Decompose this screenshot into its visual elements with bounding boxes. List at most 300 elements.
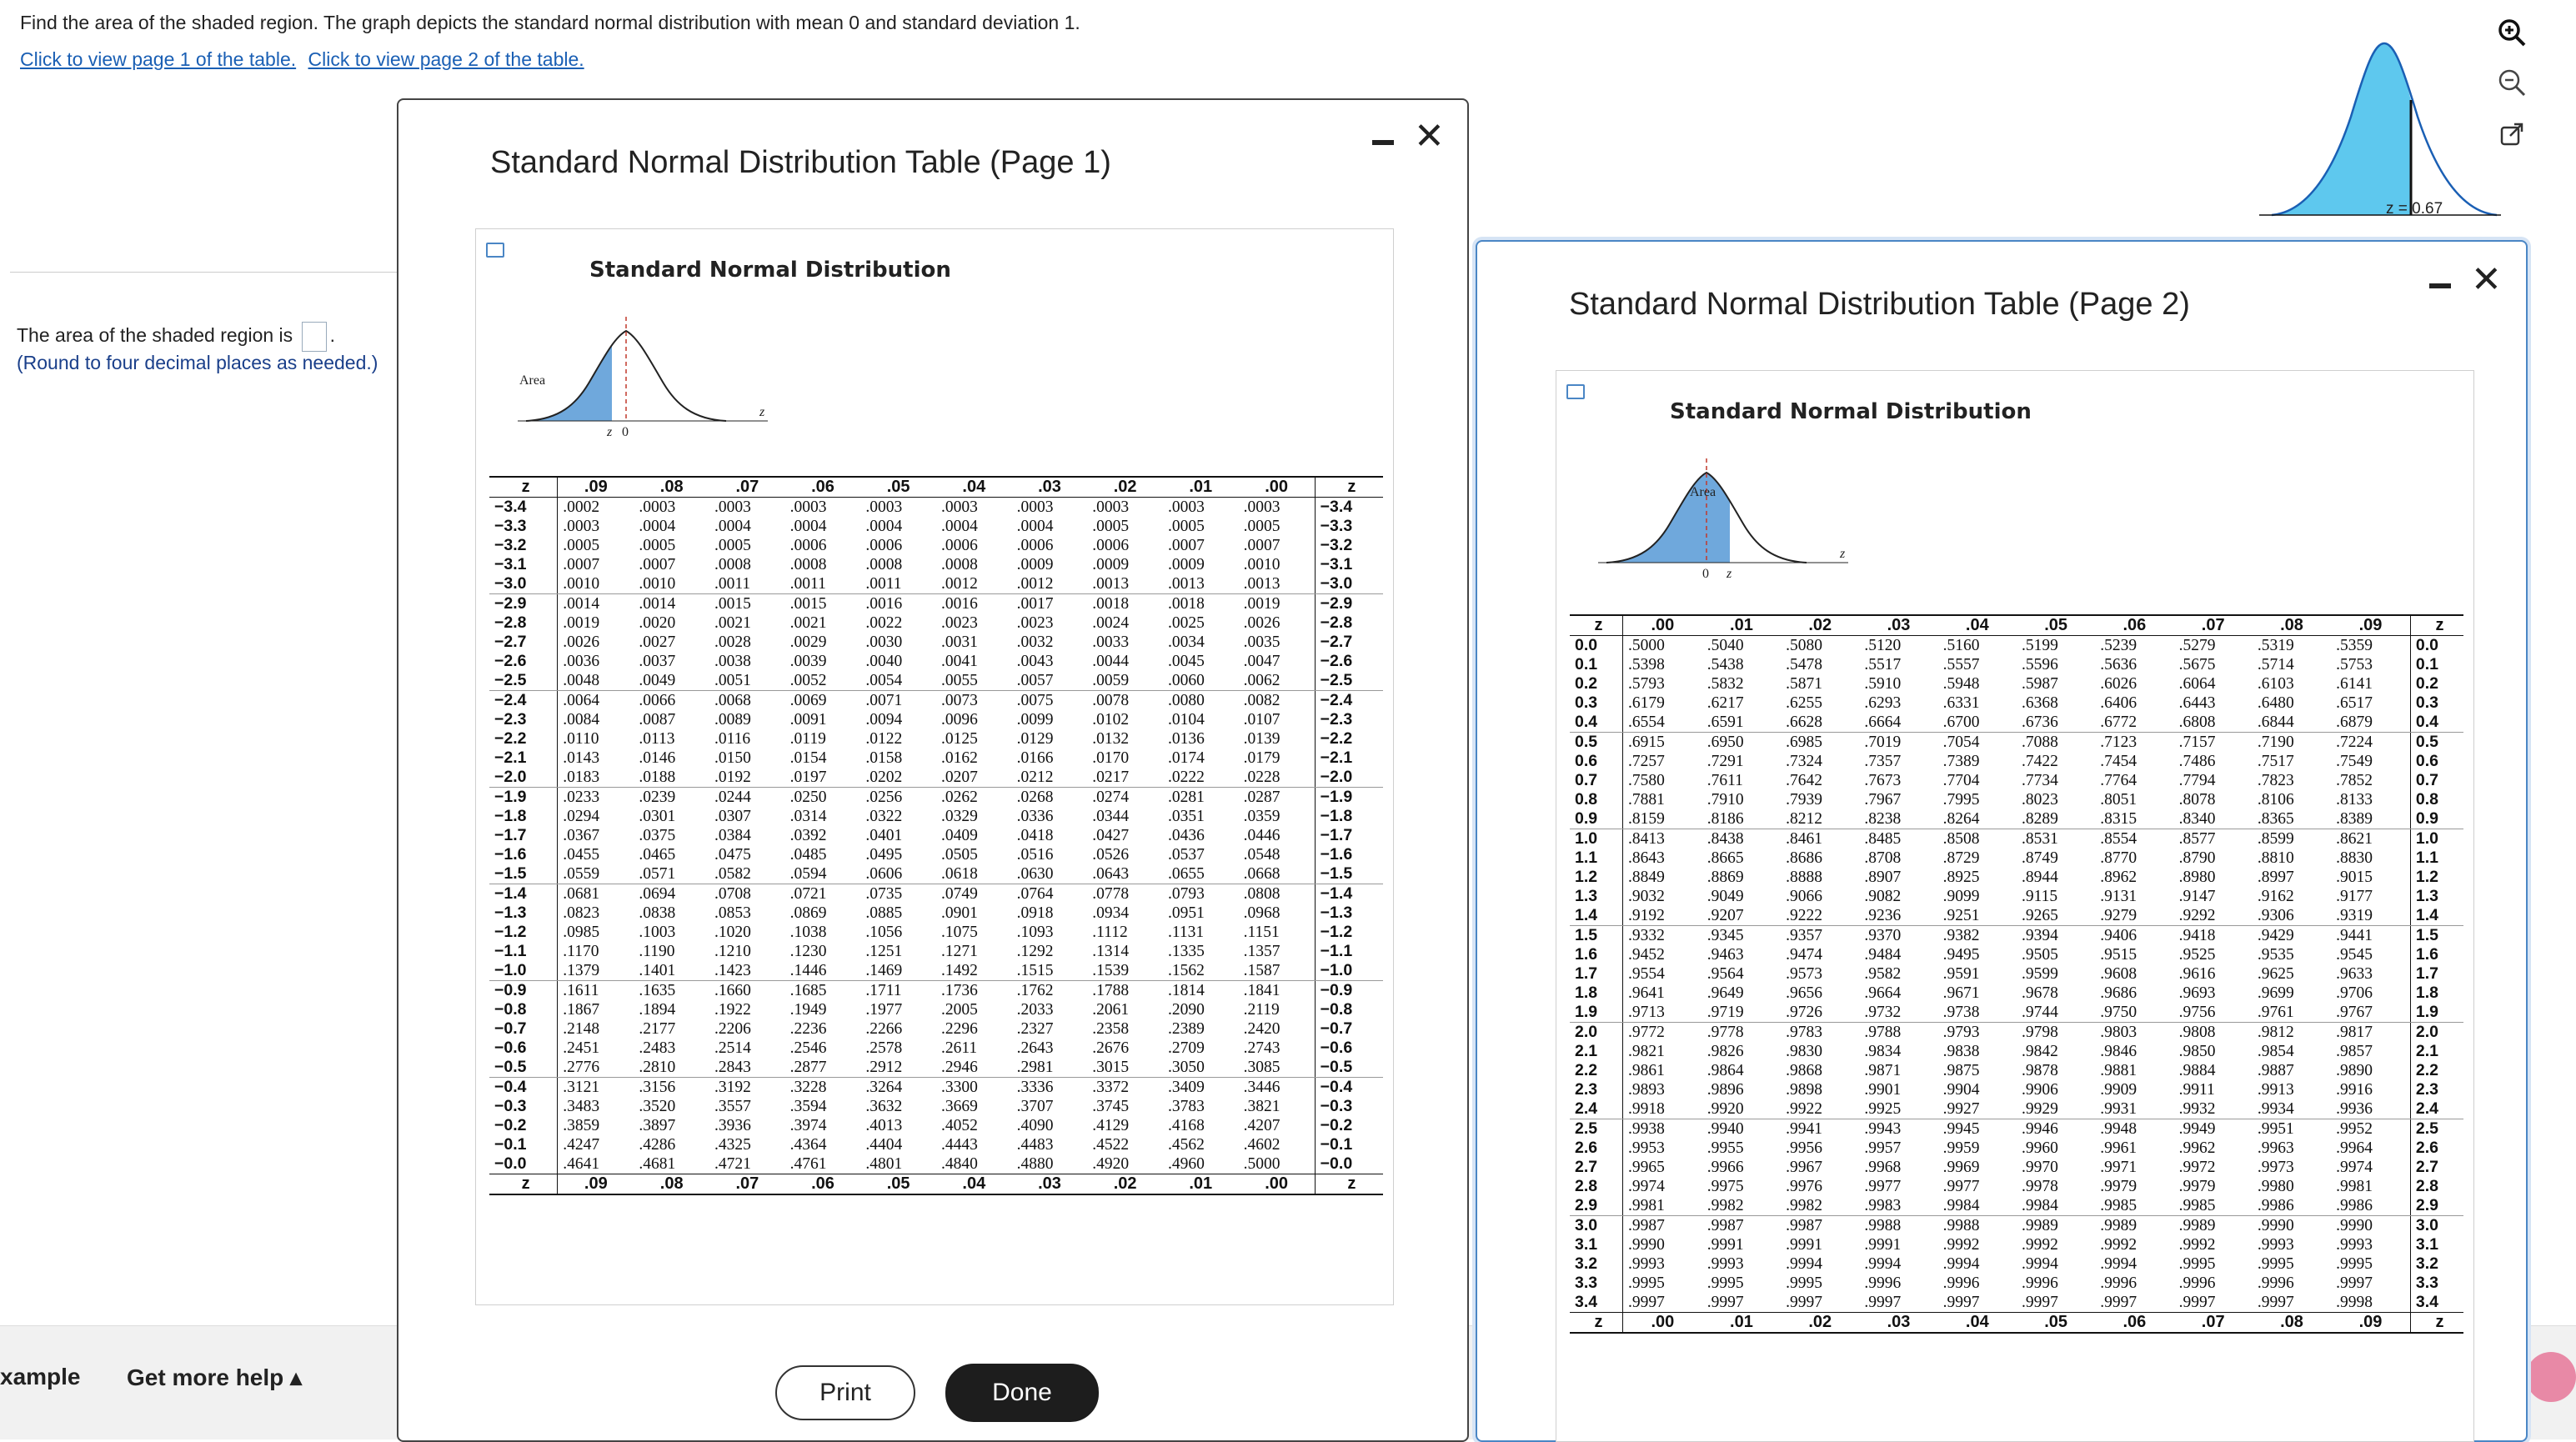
table-cell: .0012 [1012,574,1088,594]
table-cell: .3300 [940,1078,978,1096]
table-cell: .9032 [1628,887,1665,905]
table-row [1570,636,2463,656]
table-cell: .0107 [1243,710,1280,729]
table-cell: .9591 [1942,964,1980,983]
table-cell: .9686 [2100,984,2137,1002]
table-cell: .8023 [2021,790,2058,809]
table-cell: .9474 [1786,945,1822,964]
table-cell: .8869 [1706,868,1744,886]
table-cell: .7704 [1942,771,1980,789]
table-cell: .1335 [1167,942,1205,960]
row-z-label-right: 2.5 [2410,1119,2463,1139]
row-z-label-right: 0.8 [2410,790,2463,809]
table-cell: .0047 [1243,652,1280,670]
table-cell: .9913 [2257,1080,2294,1099]
minimize-button[interactable] [1372,140,1394,145]
column-header: .07 [2201,616,2225,634]
table-cell: .4443 [940,1135,978,1154]
table-cell: .9901 [1864,1080,1902,1099]
table-cell: .0060 [1163,671,1239,691]
get-more-help-button[interactable]: Get more help ▴ [127,1364,303,1390]
table-cell: .6255 [1786,693,1822,712]
row-z-label: 2.4 [1570,1099,1623,1119]
table-cell: .4247 [563,1135,600,1154]
table-cell: .5160 [1942,636,1980,654]
table-cell: .0038 [714,652,751,670]
table-cell: .0136 [1167,729,1205,748]
table-cell: .2090 [1167,1000,1205,1019]
column-footer: .01 [1189,1174,1213,1193]
row-z-label: −2.8 [489,613,558,633]
table-cell: .9941 [1786,1119,1822,1138]
table-cell: .0207 [936,768,1012,788]
table-cell: .7291 [1706,752,1744,770]
table-cell: .9997 [1942,1293,1980,1311]
table-cell: .0329 [940,807,978,825]
table-cell: .1492 [936,961,1012,981]
table-cell: .0022 [865,613,903,632]
table-row [1570,1177,2463,1196]
table-cell: .7734 [2021,771,2058,789]
row-z-label: 1.2 [1570,868,1623,887]
table-row [1570,771,2463,790]
row-z-label-right: 2.8 [2410,1177,2463,1196]
row-z-label-right: 2.9 [2410,1196,2463,1216]
table-cell: .8315 [2095,809,2173,829]
row-z-label: 1.5 [1570,926,1623,946]
table-cell: .0778 [1092,884,1130,903]
row-z-label: 1.1 [1570,849,1623,868]
table-cell: .4404 [865,1135,903,1154]
table-cell: .9997 [2178,1293,2216,1311]
row-z-label: −0.6 [489,1039,558,1058]
table-cell: .0113 [639,729,675,748]
table-cell: .0158 [865,749,903,767]
done-button[interactable]: Done [945,1364,1099,1422]
row-z-label-right: 0.5 [2410,733,2463,753]
table-cell: .1003 [639,923,676,941]
row-z-label-right: −3.4 [1315,498,1383,518]
row-z-label: −1.1 [489,942,558,961]
table-cell: .9977 [1942,1177,1980,1195]
row-z-label-right: −2.3 [1315,710,1383,729]
table-cell: .8159 [1623,809,1702,829]
table-row [489,845,1383,864]
row-z-label-right: 1.3 [2410,887,2463,906]
table-row [489,961,1383,981]
table-cell: .8389 [2331,809,2410,829]
column-header: .05 [2044,616,2068,634]
table-cell: .2709 [1167,1039,1205,1057]
table-cell: .8944 [2021,868,2058,886]
table-cell: .9997 [2100,1293,2137,1311]
table-cell: .2483 [639,1039,676,1057]
table-cell: .9808 [2178,1023,2216,1041]
table-cell: .9713 [1623,1003,1702,1023]
table-cell: .0019 [563,613,600,632]
table-cell: .4522 [1092,1135,1130,1154]
table-cell: .2033 [1016,1000,1054,1019]
table-cell: .0043 [1016,652,1054,670]
table-cell: .9982 [1781,1196,1859,1216]
table-cell: .9990 [1628,1235,1665,1254]
row-z-label: 0.5 [1570,733,1623,753]
column-header: .09 [2358,616,2383,634]
table-cell: .3015 [1087,1058,1163,1078]
table-cell: .9972 [2178,1158,2216,1176]
answer-input[interactable] [302,322,327,352]
table-cell: .0039 [789,652,827,670]
table-cell: .0018 [1167,594,1205,613]
table-cell: .5596 [2021,655,2058,673]
table-cell: .0183 [558,768,634,788]
table-cell: .0023 [1016,613,1054,632]
table-row [1570,829,2463,849]
table-cell: .9997 [2257,1293,2294,1311]
table-cell: .9992 [2178,1235,2216,1254]
table-cell: .0170 [1092,749,1130,767]
paper-title: Standard Normal Distribution [1670,399,2032,424]
table-cell: .0062 [1239,671,1316,691]
table-cell: .0336 [1016,807,1054,825]
table-cell: .9192 [1623,906,1702,926]
table-cell: .5398 [1628,655,1665,673]
table-cell: .5910 [1864,674,1902,693]
table-row [1570,1003,2463,1023]
table-cell: .0049 [634,671,709,691]
header-z-left: z [489,477,558,498]
table-cell: .9973 [2257,1158,2294,1176]
table-cell: .0179 [1243,749,1280,767]
table-cell: .9957 [1864,1139,1902,1157]
link-table-page-1[interactable]: Click to view page 1 of the table. [20,48,297,70]
open-external-button[interactable] [2493,115,2531,153]
table-row [1570,1139,2463,1158]
row-z-label: −0.5 [489,1058,558,1078]
table-cell: .9554 [1628,964,1665,983]
table-cell: .9842 [2021,1042,2058,1060]
table-cell: .9994 [1864,1254,1902,1273]
column-header: .00 [1651,616,1675,634]
table-cell: .8413 [1628,829,1665,848]
table-row [1570,790,2463,809]
table-cell: .3372 [1092,1078,1130,1096]
table-cell: .7995 [1942,790,1980,809]
row-z-label-right: 1.5 [2410,926,2463,946]
table-cell: .1949 [789,1000,827,1019]
row-z-label: −1.0 [489,961,558,981]
table-cell: .0003 [639,498,676,516]
column-header: .05 [886,478,910,496]
table-cell: .9995 [1786,1274,1822,1292]
zoom-out-button[interactable] [2493,63,2531,102]
table-cell: .9793 [1942,1023,1980,1041]
table-cell: .5987 [2021,674,2058,693]
row-z-label-right: 1.6 [2410,945,2463,964]
table-cell: .0314 [789,807,827,825]
table-cell: .9991 [1864,1235,1902,1254]
zero-label: 0 [622,425,629,439]
table-cell: .6368 [2021,693,2058,712]
table-cell: .9505 [2021,945,2058,964]
table-cell: .9997 [1864,1293,1902,1311]
table-cell: .3409 [1167,1078,1205,1096]
table-cell: .1762 [1016,981,1054,999]
header-z-left: z [1570,615,1623,636]
table-cell: .0071 [865,691,903,709]
table-cell: .8997 [2257,868,2294,886]
table-cell: .1660 [714,981,751,999]
print-button[interactable]: Print [775,1365,915,1420]
table-cell: .0009 [1167,555,1205,573]
table-cell: .3783 [1167,1097,1205,1115]
table-cell: .9975 [1706,1177,1744,1195]
table-row [1570,1061,2463,1080]
table-cell: .2296 [940,1019,978,1038]
table-cell: .9871 [1864,1061,1902,1079]
table-cell: .9599 [2021,964,2058,983]
table-cell: .3859 [563,1116,600,1134]
table-cell: .2611 [940,1039,978,1057]
table-row [1570,674,2463,693]
table-cell: .2266 [865,1019,903,1038]
help-bubble[interactable] [2526,1352,2576,1402]
table-row [489,1116,1383,1135]
table-cell: .0048 [558,671,634,691]
table-cell: .0011 [709,574,785,594]
table-cell: .9370 [1864,926,1902,944]
table-cell: .5832 [1706,674,1744,693]
table-cell: .1112 [1092,923,1128,941]
table-cell: .9015 [2336,868,2373,886]
table-cell: .8289 [2017,809,2095,829]
column-header: .00 [1265,478,1289,496]
table-cell: .9906 [2021,1080,2058,1099]
row-z-label: 2.2 [1570,1061,1623,1080]
table-dialog-page-1 [397,98,1469,1442]
table-row [489,826,1383,845]
table-cell: .1685 [789,981,827,999]
table-cell: .1736 [940,981,978,999]
close-button[interactable]: ✕ [1414,116,1445,157]
table-cell: .9970 [2021,1158,2058,1176]
table-cell: .9995 [1706,1274,1744,1292]
table-cell: .0068 [714,691,751,709]
row-z-label: −1.7 [489,826,558,845]
table-cell: .9992 [1942,1235,1980,1254]
table-cell: .9927 [1938,1099,2017,1119]
zoom-in-icon [2497,18,2527,48]
table-cell: .1587 [1239,961,1316,981]
table-cell: .7549 [2336,752,2373,770]
table-cell: .4761 [789,1154,827,1173]
zoom-in-button[interactable] [2493,13,2531,52]
table-cell: .5438 [1706,655,1744,673]
table-cell: .6480 [2257,693,2294,712]
table-cell: .8790 [2178,849,2216,867]
table-cell: .0885 [865,904,903,922]
table-cell: .6103 [2257,674,2294,693]
table-cell: .9881 [2100,1061,2137,1079]
close-button[interactable]: ✕ [2471,259,2502,300]
table-row [489,1097,1383,1116]
table-cell: .4721 [714,1154,751,1173]
expand-icon[interactable] [486,243,504,258]
table-cell: .8531 [2021,829,2058,848]
row-z-label-right: 1.0 [2410,829,2463,849]
table-cell: .9920 [1702,1099,1781,1119]
table-cell: .0475 [714,845,751,864]
row-z-label-right: −0.1 [1315,1135,1383,1154]
table-cell: .0537 [1167,845,1205,864]
table-cell: .2676 [1092,1039,1130,1057]
table-cell: .5714 [2257,655,2294,673]
table-cell: .8907 [1864,868,1902,886]
table-cell: .9732 [1859,1003,1937,1023]
table-cell: .6664 [1859,713,1937,733]
dialog-title: Standard Normal Distribution Table (Page 2) [1569,287,2190,322]
table-cell: .0026 [1243,613,1280,632]
table-cell: .9830 [1786,1042,1822,1060]
row-z-label: 3.4 [1570,1293,1623,1313]
row-z-label-right: −2.4 [1315,691,1383,711]
table-cell: .9993 [2257,1235,2294,1254]
row-z-label: −3.3 [489,517,558,536]
column-footer: .02 [1113,1174,1137,1193]
table-cell: .0110 [563,729,599,748]
table-header-row [1570,615,2463,636]
table-cell: .0036 [563,652,600,670]
table-cell: .0582 [709,864,785,884]
table-cell: .0041 [940,652,978,670]
table-cell: .9966 [1706,1158,1744,1176]
table-cell: .0006 [789,536,827,554]
table-cell: .4013 [865,1116,903,1134]
table-cell: .1922 [714,1000,751,1019]
table-footer-row [489,1174,1383,1195]
expand-icon[interactable] [1566,384,1585,399]
table-cell: .9861 [1628,1061,1665,1079]
example-link[interactable]: xample [0,1364,81,1389]
row-z-label: −3.4 [489,498,558,518]
row-z-label: −3.1 [489,555,558,574]
table-cell: .0294 [563,807,600,825]
table-cell: .9994 [1786,1254,1822,1273]
table-cell: .9996 [1864,1274,1902,1292]
table-cell: .9953 [1628,1139,1665,1157]
row-z-label-right: 0.0 [2410,636,2463,656]
table-cell: .8554 [2100,829,2137,848]
row-z-label-right: 1.1 [2410,849,2463,868]
table-cell: .9821 [1628,1042,1665,1060]
table-cell: .7580 [1628,771,1665,789]
table-cell: .9925 [1859,1099,1937,1119]
row-z-label: 0.1 [1570,655,1623,674]
table-cell: .9951 [2257,1119,2294,1138]
table-cell: .1788 [1092,981,1130,999]
footer-z-left: z [489,1174,558,1195]
table-cell: .9726 [1781,1003,1859,1023]
table-cell: .9961 [2100,1139,2137,1157]
table-cell: .6915 [1628,733,1665,751]
table-cell: .0054 [860,671,936,691]
table-cell: .0017 [1016,594,1054,613]
table-cell: .9292 [2174,906,2253,926]
table-cell: .0003 [1016,498,1054,516]
table-cell: .0174 [1167,749,1205,767]
row-z-label: 2.9 [1570,1196,1623,1216]
table-cell: .2177 [639,1019,676,1038]
table-row [489,671,1383,691]
table-cell: .0013 [1087,574,1163,594]
table-cell: .9357 [1786,926,1822,944]
rounding-hint: (Round to four decimal places as needed.) [17,352,378,373]
table-cell: .9878 [2021,1061,2058,1079]
table-cell: .4960 [1167,1154,1205,1173]
row-z-label-right: 2.0 [2410,1023,2463,1043]
table-row [1570,1099,2463,1119]
row-z-label-right: −1.4 [1315,884,1383,904]
table-cell: .9441 [2336,926,2373,944]
table-cell: .6808 [2174,713,2253,733]
table-cell: .6736 [2017,713,2095,733]
table-cell: .4483 [1016,1135,1054,1154]
table-cell: .9977 [1864,1177,1902,1195]
table-cell: .3336 [1016,1078,1054,1096]
table-cell: .9983 [1859,1196,1937,1216]
table-cell: .9996 [1942,1274,1980,1292]
row-z-label-right: −0.6 [1315,1039,1383,1058]
table-cell: .8264 [1938,809,2017,829]
table-cell: .0003 [940,498,978,516]
row-z-label: 1.9 [1570,1003,1623,1023]
table-cell: .0384 [714,826,751,844]
table-cell: .3745 [1092,1097,1130,1115]
table-cell: .0129 [1016,729,1054,748]
table-paper [475,228,1394,1305]
table-cell: .0823 [563,904,600,922]
table-cell: .9884 [2178,1061,2216,1079]
table-cell: .6772 [2095,713,2173,733]
table-cell: .0197 [785,768,861,788]
table-cell: .0146 [639,749,676,767]
column-footer: .04 [1965,1313,1989,1331]
minimize-button[interactable] [2429,283,2451,288]
table-cell: .0233 [563,788,600,806]
table-cell: .0838 [639,904,676,922]
table-cell: .9671 [1942,984,1980,1002]
table-cell: .0150 [714,749,751,767]
distribution-graph [1590,438,1865,588]
table-cell: .9962 [2178,1139,2216,1157]
table-cell: .1977 [865,1000,903,1019]
table-cell: .5000 [1628,636,1665,654]
table-cell: .8340 [2174,809,2253,829]
link-table-page-2[interactable]: Click to view page 2 of the table. [308,48,584,70]
table-cell: .1170 [563,942,599,960]
table-cell: .9911 [2178,1080,2215,1099]
table-cell: .8078 [2178,790,2216,809]
table-cell: .0080 [1167,691,1205,709]
column-footer: .03 [1887,1313,1911,1331]
table-cell: .7257 [1628,752,1665,770]
table-cell: .9706 [2336,984,2373,1002]
table-cell: .0094 [865,710,903,729]
table-cell: .0351 [1167,807,1205,825]
table-cell: .0192 [709,768,785,788]
table-cell: .0004 [1016,517,1054,535]
table-row [489,1019,1383,1039]
